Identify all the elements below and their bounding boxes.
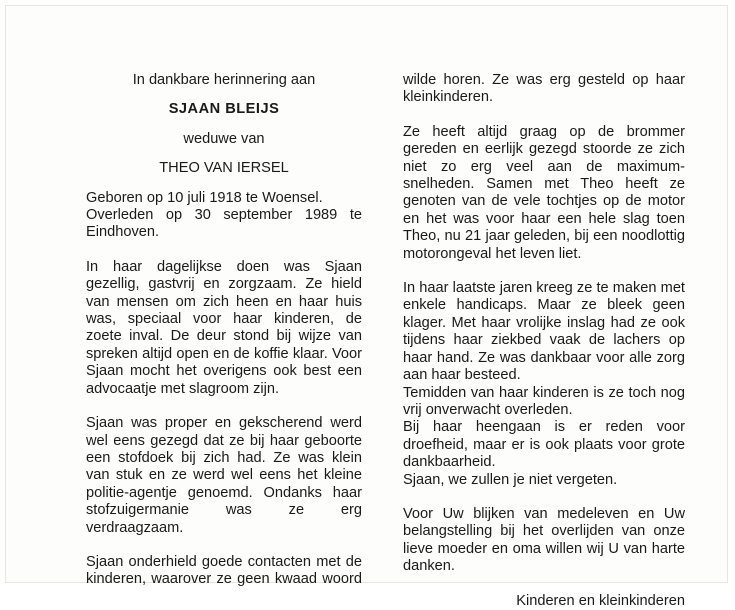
paragraph-grief: Bij haar heengaan is er reden voor droefheid, maar er is ook plaats voor grote dankbaarheid. [403, 419, 685, 471]
left-column [86, 72, 362, 589]
deceased-name: SJAAN BLEIJS [168, 101, 280, 118]
intro-text: In dankbare herinnering aan [132, 72, 316, 88]
paragraph-last-years: In haar laatste jaren kreeg ze te maken met enkele handicaps. Maar ze bleek geen klager. Met haar vrolijke inslag had ze ook tijdens haar ziekbed vaak de lachers op haar hand. Ze was dankbaar voor alle zorg aan haar besteed. [403, 280, 685, 384]
husband-name: THEO VAN IERSEL [159, 160, 289, 177]
paragraph-character: In haar dagelijkse doen was Sjaan gezellig, gastvrij en zorgzaam. Ze hield van mensen om zich heen en haar huis was, speciaal voor haar kinderen, de zoete inval. De deur stond bij wijze van spreken altijd open en de koffie klaar. Voor Sjaan mocht het overigens ook best een advocaatje met slagroom zijn. [86, 258, 362, 397]
paragraph-contacts: Sjaan onderhield goede contacten met de kinderen, waarover ze geen kwaad woord [86, 553, 362, 588]
paragraph-farewell: Sjaan, we zullen je niet vergeten. [403, 471, 618, 488]
right-column [403, 72, 685, 610]
death-line: Overleden op 30 september 1989 te Eindhoven. [86, 207, 362, 241]
widow-of-text: weduwe van [183, 130, 265, 147]
paragraph-tidiness: Sjaan was proper en gekscherend werd wel eens gezegd dat ze bij haar geboorte een stofdoek bij zich had. Ze was klein van stuk en ze werd wel eens het kleine politie-agentje genoemd. Ondanks haar stofzuigermanie was ze erg verdraagzaam. [86, 415, 362, 536]
paragraph-contacts-continued: wilde horen. Ze was erg gesteld op haar kleinkinderen. [403, 72, 685, 106]
signature: Kinderen en kleinkinderen [516, 592, 685, 609]
paragraph-passing: Temidden van haar kinderen is ze toch nog vrij onverwacht overleden. [403, 384, 685, 418]
paragraph-moped: Ze heeft altijd graag op de brommer gereden en eerlijk gezegd stoorde ze zich niet zo erg veel aan de maximum-snelheden. Samen met Theo heeft ze genoten van de vele tochtjes op de motor en het was voor haar een hele slag toen Theo, nu 21 jaar geleden, bij een noodlottig motorongeval het leven liet. [403, 123, 685, 262]
memorial-card [6, 6, 727, 609]
paragraph-thanks: Voor Uw blijken van medeleven en Uw belangstelling bij het overlijden van onze lieve moeder en oma willen wij U van harte danken. [403, 505, 685, 575]
birth-line: Geboren op 10 juli 1918 te Woensel. [86, 189, 323, 206]
